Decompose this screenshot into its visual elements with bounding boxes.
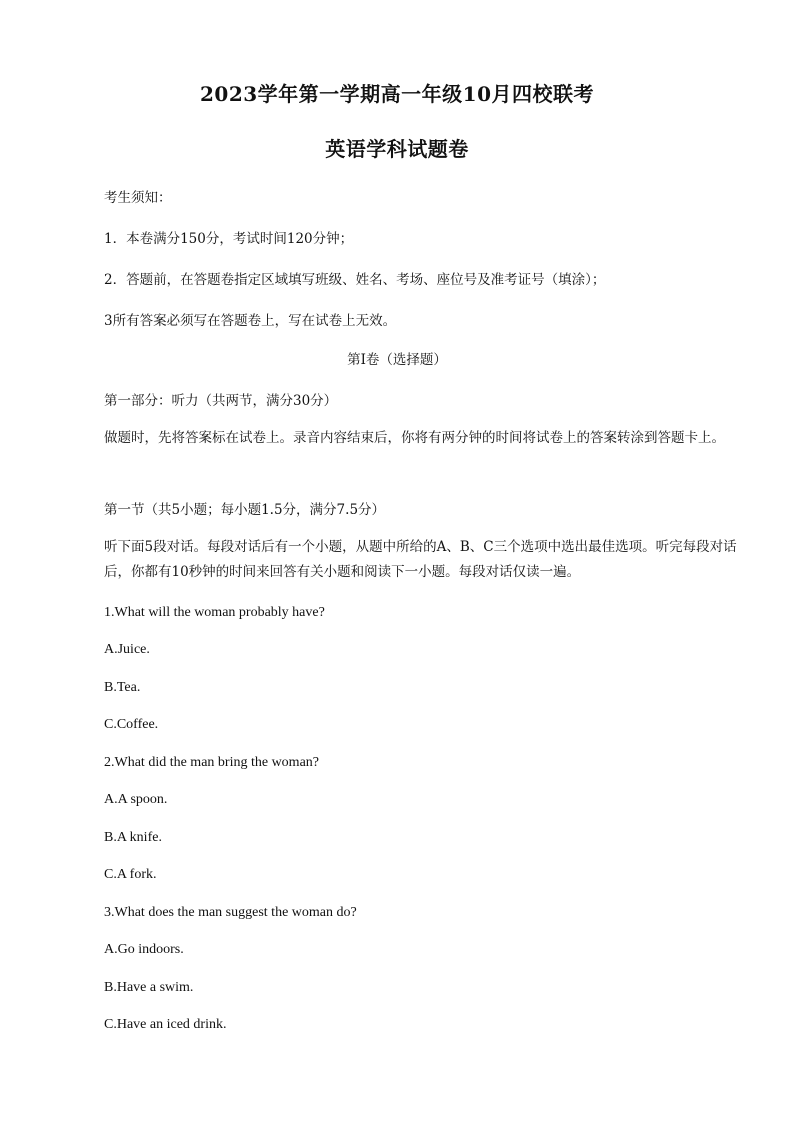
- option-b: B.Have a swim.: [104, 980, 194, 995]
- option-c: C.Have an iced drink.: [104, 1017, 227, 1032]
- exam-subtitle: 英语学科试题卷: [325, 137, 469, 161]
- option-a: A.A spoon.: [104, 792, 168, 807]
- question-stem: 3.What does the man suggest the woman do?: [104, 905, 357, 920]
- option-a: A.Go indoors.: [104, 942, 184, 957]
- question-stem: 2.What did the man bring the woman?: [104, 755, 319, 770]
- notice-item-1: 1．本卷满分150分，考试时间120分钟；: [104, 231, 354, 247]
- notice-item-2: 2．答题前，在答题卷指定区域填写班级、姓名、考场、座位号及准考证号（填涂）；: [104, 272, 606, 288]
- option-c: C.A fork.: [104, 867, 157, 882]
- option-b: B.Tea.: [104, 680, 141, 695]
- part1-heading: 第一部分：听力（共两节，满分30分）: [104, 393, 338, 409]
- option-a: A.Juice.: [104, 642, 150, 657]
- question-stem: 1.What will the woman probably have?: [104, 605, 325, 620]
- section1-heading: 第一节（共5小题；每小题1.5分，满分7.5分）: [104, 502, 386, 518]
- notice-heading: 考生须知：: [104, 190, 172, 206]
- option-b: B.A knife.: [104, 830, 162, 845]
- notice-item-3: 3所有答案必须写在答题卷上，写在试卷上无效。: [104, 313, 397, 329]
- exam-title: 2023学年第一学期高一年级10月四校联考: [200, 82, 594, 106]
- option-c: C.Coffee.: [104, 717, 159, 732]
- part1-instructions: 做题时，先将答案标在试卷上。录音内容结束后，你将有两分钟的时间将试卷上的答案转涂到答题卡上。: [104, 430, 725, 446]
- volume-label: 第Ⅰ卷（选择题）: [347, 352, 447, 368]
- section1-instructions: 听下面5段对话。每段对话后有一个小题，从题中所给的A、B、C三个选项中选出最佳选项。听完每段对话后，你都有10秒钟的时间来回答有关小题和阅读下一小题。每段对话仅读一遍。: [104, 539, 737, 580]
